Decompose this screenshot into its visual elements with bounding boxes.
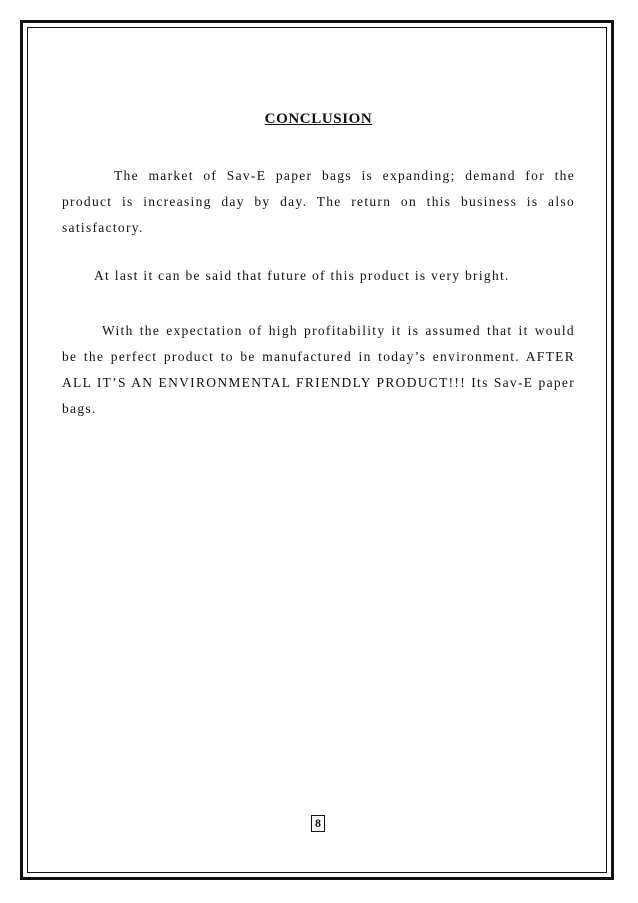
page-title: CONCLUSION bbox=[264, 111, 373, 127]
paragraph-expectation: With the expectation of high profitability it is assumed that it would be the perfect product to be manufactured in today’s environment. AFTER ALL IT’S AN ENVIRONMENTAL FRIENDLY PRODUCT!!! Its Sav-E paper bags. bbox=[62, 323, 575, 416]
paragraph-market: The market of Sav-E paper bags is expanding; demand for the product is increasing day by day. The return on this business is also satisfactory. bbox=[62, 168, 575, 235]
page-number: 8 bbox=[311, 815, 325, 832]
paragraph-future: At last it can be said that future of this product is very bright. bbox=[94, 268, 510, 283]
page-border-inner bbox=[27, 27, 607, 873]
